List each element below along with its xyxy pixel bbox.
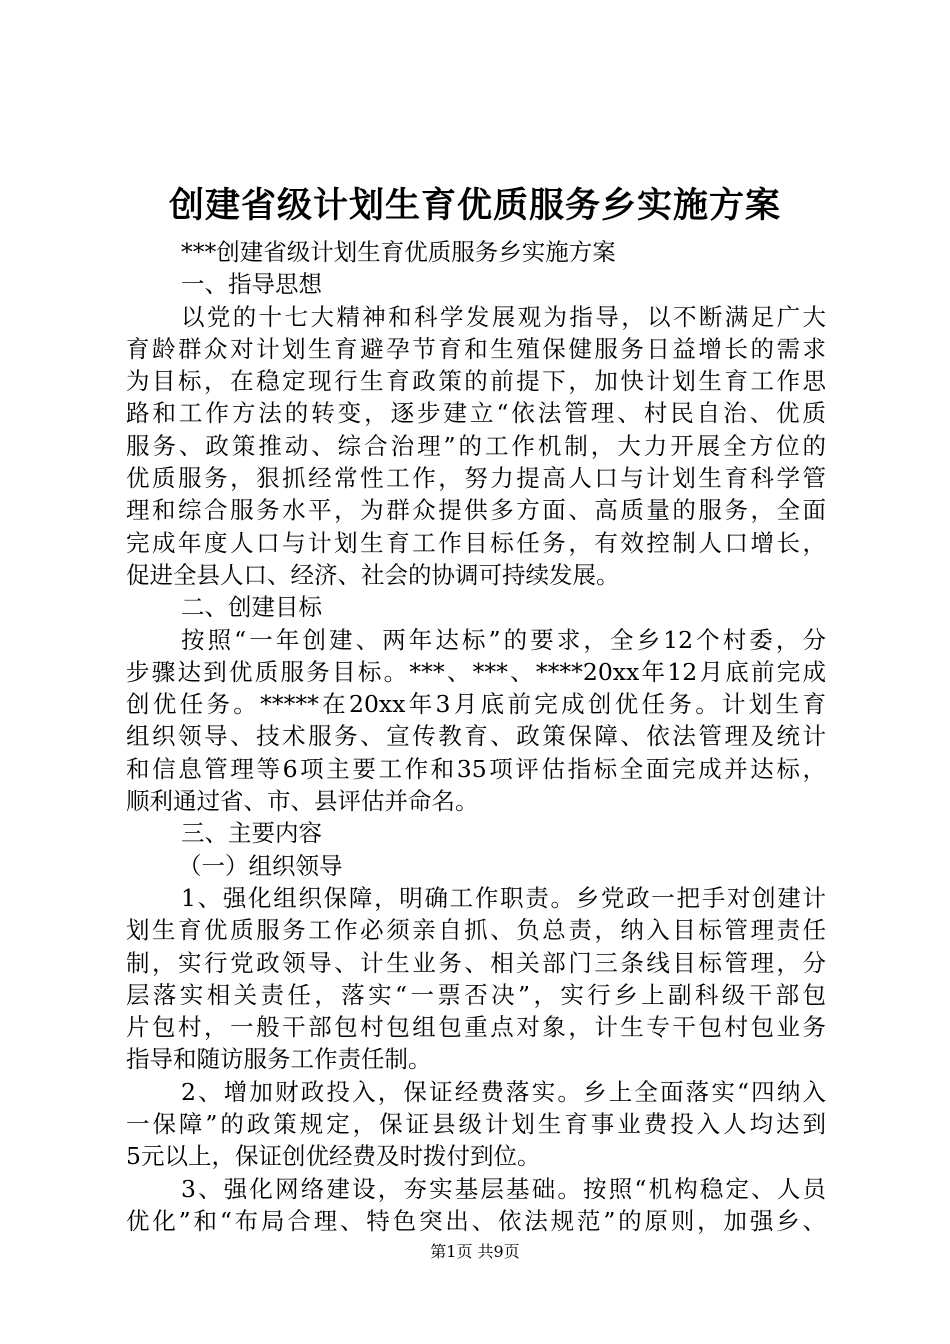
paragraph-line: 顺利通过省、市、县评估并命名。 xyxy=(126,787,479,816)
paragraph-line: 育龄群众对计划生育避孕节育和生殖保健服务日益增长的需求 xyxy=(126,334,826,363)
paragraph-line: 层落实相关责任，落实“一票否决”，实行乡上副科级干部包 xyxy=(126,980,826,1009)
paragraph-line: 为目标，在稳定现行生育政策的前提下，加快计划生育工作思 xyxy=(126,367,826,396)
document-body xyxy=(126,236,826,1237)
paragraph-line: 促进全县人口、经济、社会的协调可持续发展。 xyxy=(126,560,620,589)
paragraph-line: 片包村，一般干部包村包组包重点对象，计生专干包村包业务 xyxy=(126,1013,826,1042)
paragraph-line: 创优任务。*****在20xx年3月底前完成创优任务。计划生育 xyxy=(126,690,826,719)
paragraph-line: 1、强化组织保障，明确工作职责。乡党政一把手对创建计 xyxy=(181,883,826,912)
paragraph-line: 优质服务，狠抓经常性工作，努力提高人口与计划生育科学管 xyxy=(126,464,826,493)
section-heading: 二、创建目标 xyxy=(181,593,322,622)
paragraph-line: 步骤达到优质服务目标。***、***、****20xx年12月底前完成 xyxy=(126,657,826,686)
paragraph-line: 5元以上，保证创优经费及时拨付到位。 xyxy=(126,1142,541,1171)
paragraph-line: 完成年度人口与计划生育工作目标任务，有效控制人口增长， xyxy=(126,528,826,557)
paragraph-line: 优化”和“布局合理、特色突出、依法规范”的原则，加强乡、 xyxy=(126,1206,826,1235)
paragraph-line: 指导和随访服务工作责任制。 xyxy=(126,1045,432,1074)
section-heading: 三、主要内容 xyxy=(181,819,322,848)
paragraph-line: 3、强化网络建设，夯实基层基础。按照“机构稳定、人员 xyxy=(181,1174,826,1203)
paragraph-line: 一保障”的政策规定，保证县级计划生育事业费投入人均达到 xyxy=(126,1110,826,1139)
paragraph-line: 服务、政策推动、综合治理”的工作机制，大力开展全方位的 xyxy=(126,431,826,460)
document-title: 创建省级计划生育优质服务乡实施方案 xyxy=(168,186,781,226)
paragraph-line: 2、增加财政投入，保证经费落实。乡上全面落实“四纳入 xyxy=(181,1077,826,1106)
subsection-heading: （一）组织领导 xyxy=(178,851,343,880)
paragraph-line: 组织领导、技术服务、宣传教育、政策保障、依法管理及统计 xyxy=(126,722,826,751)
section-heading: 一、指导思想 xyxy=(181,270,322,299)
paragraph-line: 划生育优质服务工作必须亲自抓、负总责，纳入目标管理责任 xyxy=(126,916,826,945)
paragraph-line: 路和工作方法的转变，逐步建立“依法管理、村民自治、优质 xyxy=(126,399,826,428)
subtitle-line: ***创建省级计划生育优质服务乡实施方案 xyxy=(181,238,616,266)
paragraph-line: 理和综合服务水平，为群众提供多方面、高质量的服务，全面 xyxy=(126,496,826,525)
paragraph-line: 以党的十七大精神和科学发展观为指导，以不断满足广大 xyxy=(181,302,826,331)
paragraph-line: 按照“一年创建、两年达标”的要求，全乡12个村委，分 xyxy=(181,625,826,654)
paragraph-line: 和信息管理等6项主要工作和35项评估指标全面完成并达标， xyxy=(126,754,826,783)
page-number-footer: 第1页 共9页 xyxy=(430,1242,520,1261)
paragraph-line: 制，实行党政领导、计生业务、相关部门三条线目标管理，分 xyxy=(126,948,826,977)
